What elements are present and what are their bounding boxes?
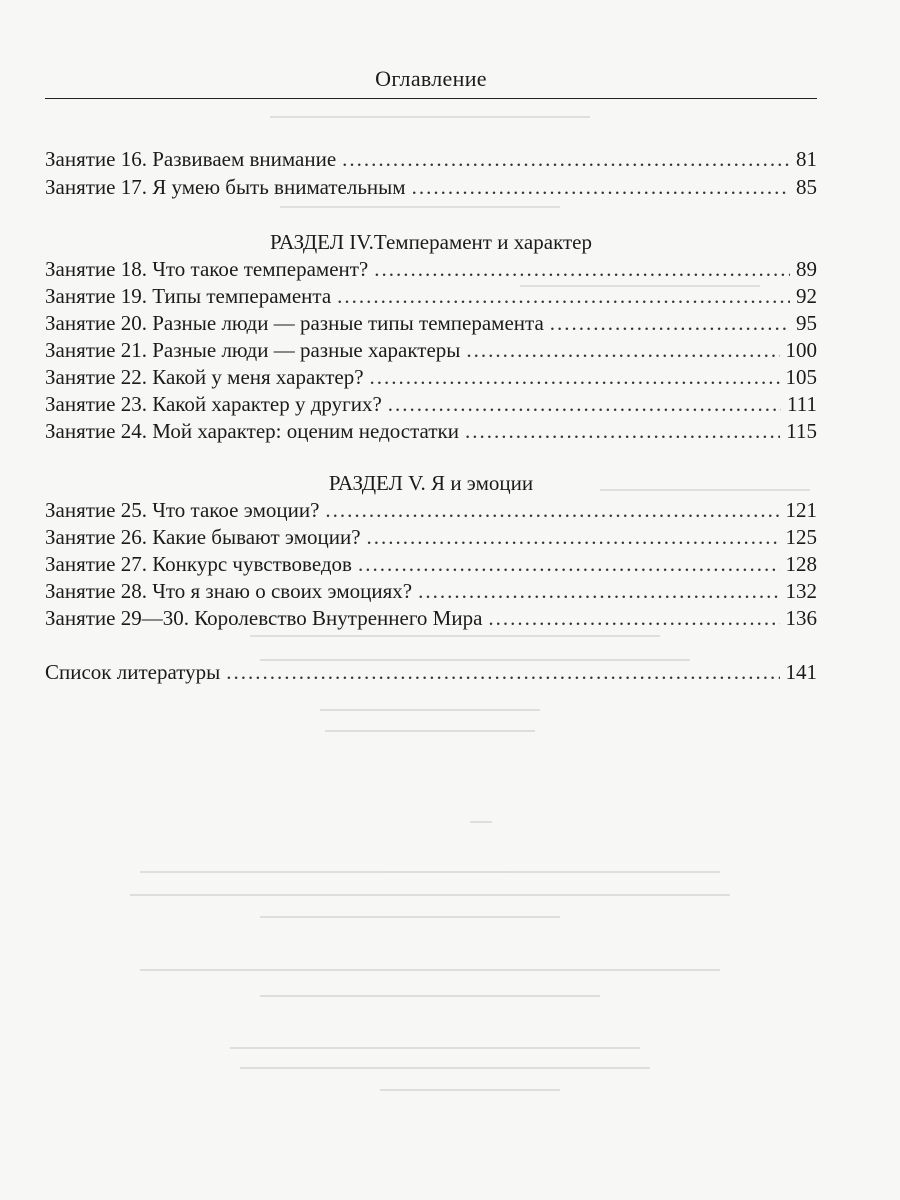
toc-entry-title: Занятие 29—30. Королевство Внутреннего Мира bbox=[45, 606, 483, 630]
toc-entry-page: 125 bbox=[785, 525, 817, 549]
toc-entry bbox=[45, 283, 817, 309]
toc-entry bbox=[45, 551, 817, 577]
dot-leader bbox=[465, 418, 780, 444]
toc-entry bbox=[45, 391, 817, 417]
section-heading: РАЗДЕЛ V. Я и эмоции bbox=[328, 471, 534, 495]
toc-entry-title: Занятие 18. Что такое темперамент? bbox=[45, 257, 369, 281]
toc-entry-title: Занятие 26. Какие бывают эмоции? bbox=[45, 525, 361, 549]
toc-entry bbox=[45, 146, 817, 172]
toc-entry-title: Занятие 27. Конкурс чувствоведов bbox=[45, 552, 352, 576]
toc-entry-page: 115 bbox=[786, 419, 817, 443]
dot-leader bbox=[374, 256, 790, 282]
dot-leader bbox=[226, 659, 779, 685]
toc-entry-title: Занятие 23. Какой характер у других? bbox=[45, 392, 382, 416]
dot-leader bbox=[550, 310, 790, 336]
toc-entry bbox=[45, 174, 817, 200]
toc-entry-page: 132 bbox=[785, 579, 817, 603]
toc-entry-page: 121 bbox=[785, 498, 817, 522]
toc-entry-title: Занятие 16. Развиваем внимание bbox=[45, 147, 337, 171]
dot-leader bbox=[358, 551, 780, 577]
toc-entry-title: Занятие 19. Типы темперамента bbox=[45, 284, 332, 308]
toc-entry bbox=[45, 364, 817, 390]
header-divider bbox=[45, 98, 817, 99]
toc-entry-page: 128 bbox=[785, 552, 817, 576]
toc-entry bbox=[45, 256, 817, 282]
toc-entry-title: Занятие 24. Мой характер: оценим недостатки bbox=[45, 419, 459, 443]
toc-entry-page: 111 bbox=[787, 392, 817, 416]
toc-entry bbox=[45, 578, 817, 604]
dot-leader bbox=[412, 174, 790, 200]
dot-leader bbox=[370, 364, 780, 390]
toc-entry-page: 89 bbox=[796, 257, 817, 281]
dot-leader bbox=[337, 283, 790, 309]
toc-entry bbox=[45, 605, 817, 631]
toc-entry-bibliography bbox=[45, 659, 817, 685]
page-running-head: Оглавление bbox=[375, 66, 487, 91]
toc-entry bbox=[45, 497, 817, 523]
dot-leader bbox=[367, 524, 780, 550]
toc-entry-title: Занятие 22. Какой у меня характер? bbox=[45, 365, 364, 389]
toc-entry bbox=[45, 524, 817, 550]
section-heading: РАЗДЕЛ IV.Темперамент и характер bbox=[269, 230, 592, 254]
toc-entry-page: 105 bbox=[785, 365, 817, 389]
toc-entry-title: Занятие 28. Что я знаю о своих эмоциях? bbox=[45, 579, 413, 603]
toc-entry-page: 100 bbox=[785, 338, 817, 362]
dot-leader bbox=[466, 337, 779, 363]
toc-entry bbox=[45, 418, 817, 444]
toc-entry-page: 81 bbox=[796, 147, 817, 171]
dot-leader bbox=[488, 605, 779, 631]
toc-entry-page: 92 bbox=[796, 284, 817, 308]
toc-entry-title: Занятие 17. Я умею быть внимательным bbox=[45, 175, 406, 199]
toc-entry-title: Занятие 20. Разные люди — разные типы темперамента bbox=[45, 311, 544, 335]
dot-leader bbox=[342, 146, 790, 172]
toc-entry bbox=[45, 310, 817, 336]
dot-leader bbox=[325, 497, 779, 523]
toc-entry-page: 95 bbox=[796, 311, 817, 335]
toc-entry-page: 85 bbox=[796, 175, 817, 199]
dot-leader bbox=[388, 391, 781, 417]
toc-entry-title: Занятие 21. Разные люди — разные характеры bbox=[45, 338, 461, 362]
toc-entry-title: Занятие 25. Что такое эмоции? bbox=[45, 498, 320, 522]
toc-entry-page: 136 bbox=[785, 606, 817, 630]
toc-entry-title: Список литературы bbox=[45, 660, 221, 684]
toc-entry-page: 141 bbox=[785, 660, 817, 684]
dot-leader bbox=[418, 578, 779, 604]
toc-entry bbox=[45, 337, 817, 363]
